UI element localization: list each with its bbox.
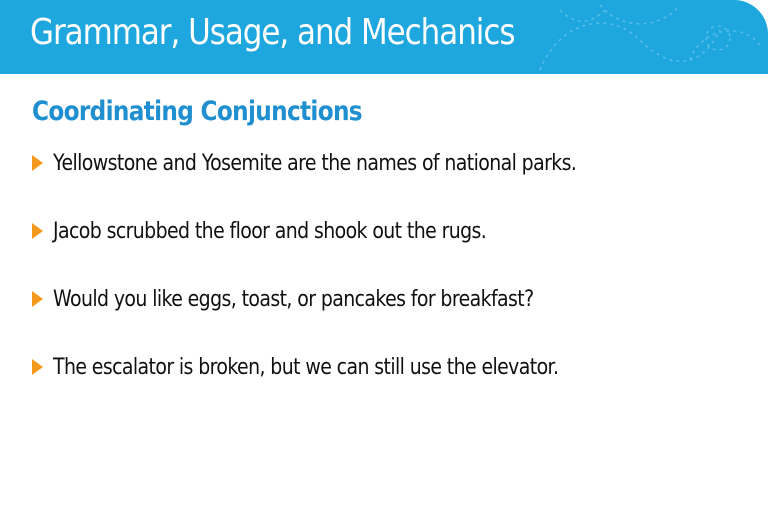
play-arrow-icon xyxy=(32,155,43,171)
bullet-text: Yellowstone and Yosemite are the names of national parks. xyxy=(53,150,577,176)
bullet-text: The escalator is broken, but we can still use the elevator. xyxy=(53,354,559,380)
bullet-text: Jacob scrubbed the floor and shook out the rugs. xyxy=(53,218,487,244)
header-title: Grammar, Usage, and Mechanics xyxy=(30,12,515,53)
bullet-item xyxy=(32,352,661,382)
play-arrow-icon xyxy=(32,291,43,307)
play-arrow-icon xyxy=(32,359,43,375)
header-banner xyxy=(0,0,768,74)
bullet-item xyxy=(32,148,661,178)
bullet-item xyxy=(32,216,661,246)
section-title: Coordinating Conjunctions xyxy=(32,96,362,127)
bullet-text: Would you like eggs, toast, or pancakes for breakfast? xyxy=(53,286,534,312)
bullet-item xyxy=(32,284,661,314)
play-arrow-icon xyxy=(32,223,43,239)
bullet-list xyxy=(32,148,661,420)
